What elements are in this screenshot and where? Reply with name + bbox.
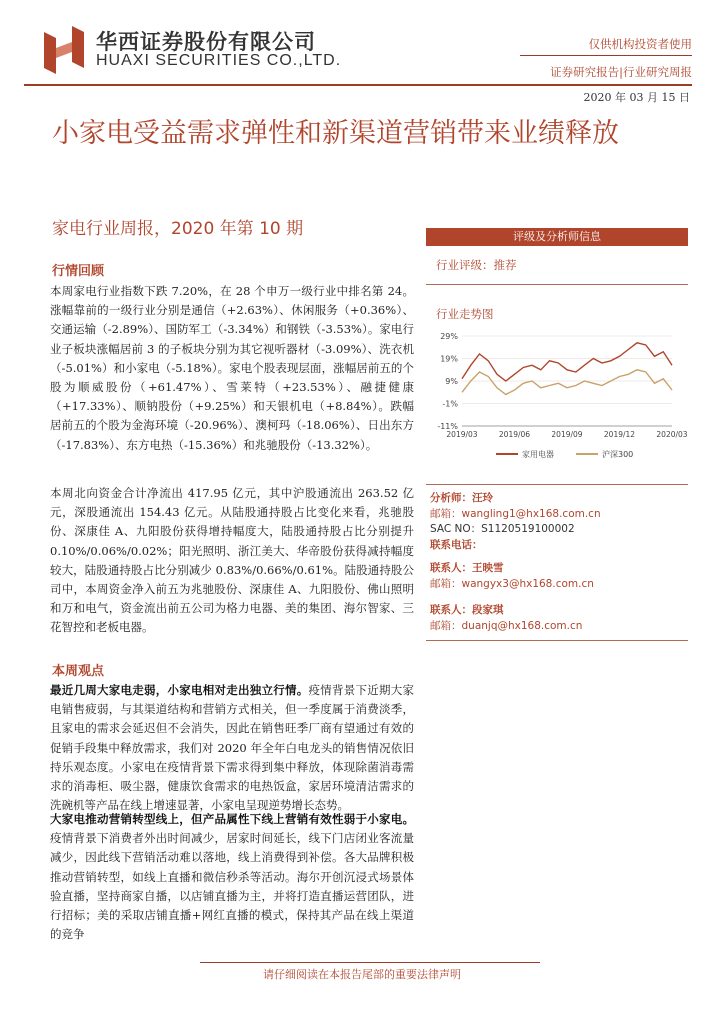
legend-label-1: 家用电器 xyxy=(522,450,554,459)
weekly-view-paragraph-2 xyxy=(50,810,414,944)
report-title: 小家电受益需求弹性和新渠道营销带来业绩释放 xyxy=(52,118,619,149)
company-name-cn: 华西证券股份有限公司 xyxy=(96,30,316,54)
report-subtitle: 家电行业周报，2020 年第 10 期 xyxy=(52,219,304,239)
report-category: 证券研究报告|行业研究周报 xyxy=(550,65,692,79)
industry-trend-chart xyxy=(426,326,688,476)
weekly-view-heading: 本周观点 xyxy=(52,664,105,679)
y-tick-label: 19% xyxy=(440,354,458,364)
legal-disclaimer-note: 请仔细阅读在本报告尾部的重要法律声明 xyxy=(263,968,461,981)
footer-divider xyxy=(200,962,540,963)
x-tick-label: 2020/03 xyxy=(656,430,688,439)
header-divider-short xyxy=(520,55,692,56)
analyst-email: 邮箱：wangling1@hx168.com.cn xyxy=(430,508,601,520)
panel-divider xyxy=(426,640,688,641)
analyst-phone: 联系电话： xyxy=(430,539,483,551)
x-tick-label: 2019/09 xyxy=(551,430,583,439)
contact-2-name: 联系人：段家琪 xyxy=(430,604,504,616)
series-line-1 xyxy=(462,343,672,381)
weekly-view-lead-2: 大家电推动营销转型线上，但产品属性下线上营销有效性弱于小家电。 xyxy=(50,812,414,826)
audience-note: 仅供机构投资者使用 xyxy=(588,37,692,51)
rating-label: 行业评级： xyxy=(436,258,494,272)
weekly-view-paragraph-1 xyxy=(50,681,414,815)
panel-divider xyxy=(426,484,688,485)
company-logo-icon xyxy=(44,24,84,74)
y-tick-label: 9% xyxy=(445,377,458,386)
weekly-view-text-2: 疫情背景下消费者外出时间减少，居家时间延长，线下门店闭业客流量减少，因此线下营销活动难以落地，线上消费得到补偿。各大品牌积极推动营销转型，如线上直播和微信秒杀等活动。海尔开创沉浸式场景体验直播，坚持商家自播，以店铺直播为主，并将打造直播运营团队，进行招标；美的采取店铺直播+网红直播的模式，保持其产品在线上渠道的竞争 xyxy=(50,831,414,942)
y-tick-label: 29% xyxy=(440,332,458,341)
contact-1-email: 邮箱：wangyx3@hx168.com.cn xyxy=(430,578,594,590)
report-date: 2020 年 03 月 15 日 xyxy=(583,91,690,104)
y-tick-label: -1% xyxy=(442,399,458,409)
market-review-paragraph-2: 本周北向资金合计净流出 417.95 亿元，其中沪股通流出 263.52 亿元，深股通流出 154.43 亿元。从陆股通持股占比变化来看，兆驰股份、深康佳 A、九阳股份获得增持幅度大，陆股通持股占比分别提升 0.10%/0.06%/0.02%；阳光照明、浙江美大、华帝股份获得减持幅度较大，陆股通持股占比分别减少 0.83%/0.66%/0.61%。陆股通持股公司中，本周资金净入前五为兆驰股份、深康佳 A、九阳股份、佛山照明和万和电气，资金流出前五公司为格力电器、美的集团、海尔智家、三花智控和老板电器。 xyxy=(50,486,414,635)
contact-2-email: 邮箱：duanjq@hx168.com.cn xyxy=(430,620,583,632)
industry-rating xyxy=(436,257,517,273)
contact-1-name: 联系人：王映雪 xyxy=(430,562,504,574)
analyst-name: 分析师：汪玲 xyxy=(430,492,493,504)
rating-panel-header: 评级及分析师信息 xyxy=(426,228,688,246)
legend-label-2: 沪深300 xyxy=(602,450,634,459)
company-name-en: HUAXI SECURITIES CO.,LTD. xyxy=(96,52,342,69)
y-tick-label: -11% xyxy=(437,422,458,431)
x-tick-label: 2019/12 xyxy=(603,430,636,439)
x-tick-label: 2019/06 xyxy=(498,430,531,439)
panel-divider xyxy=(426,284,688,285)
rating-value: 推荐 xyxy=(493,258,517,272)
market-review-heading: 行情回顾 xyxy=(52,264,105,279)
analyst-sac: SAC NO：S1120519100002 xyxy=(430,523,575,535)
series-line-2 xyxy=(462,370,672,395)
x-tick-label: 2019/03 xyxy=(446,430,478,439)
weekly-view-lead-1: 最近几周大家电走弱，小家电相对走出独立行情。 xyxy=(50,683,309,697)
market-review-paragraph-1: 本周家电行业指数下跌 7.20%，在 28 个申万一级行业中排名第 24。涨幅靠前的一级行业分别是通信（+2.63%）、休闲服务（+0.36%）、交通运输（-2.89%）、国防军工（-3.34%）和钢铁（-3.53%）。家电行业子板块涨幅居前 3 的子板块分别为其它视听器材（-3.09%）、洗衣机（-5.01%）和小家电（-5.18%）。家电个股表现层面，涨幅居前五的个股为顺威股份（+61.47%）、雪莱特（+23.53%）、融捷健康（+17.33%）、顺钠股份（+9.25%）和天银机电（+8.84%）。跌幅居前五的个股为金海环境（-20.96%）、澳柯玛（-18.06%）、日出东方（-17.83%）、东方电热（-15.36%）和兆驰股份（-13.32%）。 xyxy=(50,284,414,452)
header-divider xyxy=(24,84,692,86)
chart-title: 行业走势图 xyxy=(436,307,494,321)
weekly-view-text-1: 疫情背景下近期大家电销售疲弱，与其渠道结构和营销方式相关，但一季度属于消费淡季，且家电的需求会延迟但不会消失，因此在销售旺季厂商有望通过有效的促销手段集中释放需求，我们对 2020 年全年白电龙头的销售情况依旧持乐观态度。小家电在疫情背景下需求得到集中释放，体现除菌消毒需求的消毒柜、吸尘器，健康饮食需求的电热饭盒，家居环境清洁需求的洗碗机等产品在线上增速显著，小家电呈现逆势增长态势。 xyxy=(50,683,414,813)
